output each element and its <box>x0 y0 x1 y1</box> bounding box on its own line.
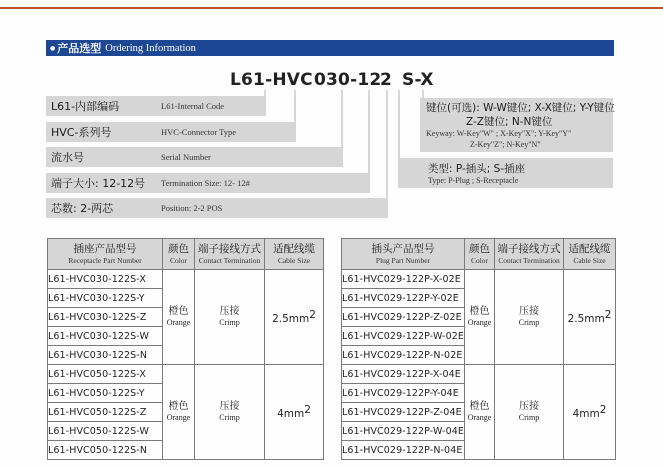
part-number: L61-HVC029-122P-X-04E <box>342 365 465 384</box>
header-part-number: 插座产品型号 Receptacle Part Number <box>48 239 163 270</box>
table-header-row <box>342 239 616 270</box>
cable-cell: $4mm^2$ <box>265 365 324 460</box>
part-number: L61-HVC029-122P-W-02E <box>342 327 465 346</box>
code-positions: 2 <box>380 70 393 90</box>
header-color: 颜色 Color <box>163 239 195 270</box>
part-number: L61-HVC050-122S-N <box>48 441 163 460</box>
part-number: L61-HVC050-122S-Y <box>48 384 163 403</box>
type-en: Type: P-Plug ; S-Receptacle <box>428 176 519 185</box>
part-number: L61-HVC030-122S-Z <box>48 308 163 327</box>
color-cell: 橙色 Orange <box>163 270 195 365</box>
part-number: L61-HVC029-122P-Z-02E <box>342 308 465 327</box>
color-cell: 橙色 Orange <box>465 270 495 365</box>
cable-cell: $2.5mm^2$ <box>564 270 616 365</box>
table-row <box>48 270 324 289</box>
label-connector-type: HVC-系列号 HVC-Connector Type <box>46 122 296 142</box>
table-row <box>342 365 616 384</box>
part-number: L61-HVC030-122S-W <box>48 327 163 346</box>
header-color: 颜色 Color <box>465 239 495 270</box>
part-number: L61-HVC030-122S-N <box>48 346 163 365</box>
section-title-en: Ordering Information <box>105 42 196 54</box>
table-row <box>342 270 616 289</box>
header-cable-size: 适配线缆 Cable Size <box>265 239 324 270</box>
part-number: L61-HVC029-122P-N-02E <box>342 346 465 365</box>
table-header-row <box>48 239 324 270</box>
part-number: L61-HVC030-122S-Y <box>48 289 163 308</box>
type-zh: 类型: P-插头; S-插座 <box>428 163 526 175</box>
part-number: L61-HVC029-122P-W-04E <box>342 422 465 441</box>
header-part-number: 插头产品型号 Plug Part Number <box>342 239 465 270</box>
bullet-icon: ● <box>50 44 56 52</box>
plug-table <box>341 238 616 460</box>
part-number: L61-HVC029-122P-X-02E <box>342 270 465 289</box>
termination-cell: 压接 Crimp <box>495 270 564 365</box>
receptacle-table <box>47 238 324 460</box>
label-internal-code: L61-内部编码 L61-Internal Code <box>46 96 266 116</box>
label-termination-size: 端子大小: 12-12号 Termination Size: 12- 12# <box>46 173 370 193</box>
header-contact-termination: 端子接线方式 Contact Termination <box>195 239 265 270</box>
part-number: L61-HVC050-122S-W <box>48 422 163 441</box>
termination-cell: 压接 Crimp <box>195 365 265 460</box>
part-number: L61-HVC050-122S-Z <box>48 403 163 422</box>
code-prefix: L61-HVC <box>230 70 313 90</box>
section-header <box>46 40 614 56</box>
part-number: L61-HVC030-122S-X <box>48 270 163 289</box>
part-number: L61-HVC029-122P-N-04E <box>342 441 465 460</box>
label-serial-number: 流水号 Serial Number <box>46 147 343 167</box>
keying-en-line1: Keyway: W-Key"W" ; X-Key"X"; Y-Key"Y" <box>426 129 572 138</box>
color-cell: 橙色 Orange <box>465 365 495 460</box>
top-rule <box>0 7 663 9</box>
section-title-zh: 产品选型 <box>57 42 102 55</box>
keying-zh-line1: 键位(可选): W-W键位; X-X键位; Y-Y键位 <box>426 102 615 114</box>
table-row <box>48 365 324 384</box>
code-type-key: S-X <box>402 70 434 90</box>
cable-cell: $4mm^2$ <box>564 365 616 460</box>
termination-cell: 压接 Crimp <box>195 270 265 365</box>
keying-en-line2: Z-Key"Z"; N-Key"N" <box>470 140 541 149</box>
code-serial: 030-12 <box>314 70 382 90</box>
color-cell: 橙色 Orange <box>163 365 195 460</box>
part-number: L61-HVC050-122S-X <box>48 365 163 384</box>
part-number: L61-HVC029-122P-Z-04E <box>342 403 465 422</box>
part-number: L61-HVC029-122P-Y-04E <box>342 384 465 403</box>
part-number: L61-HVC029-122P-Y-02E <box>342 289 465 308</box>
cable-cell: $2.5mm^2$ <box>265 270 324 365</box>
termination-cell: 压接 Crimp <box>495 365 564 460</box>
keying-zh-line2: Z-Z键位; N-N键位 <box>466 116 553 128</box>
header-contact-termination: 端子接线方式 Contact Termination <box>495 239 564 270</box>
label-positions: 芯数: 2-两芯 Position: 2-2 POS <box>46 198 388 218</box>
header-cable-size: 适配线缆 Cable Size <box>564 239 616 270</box>
